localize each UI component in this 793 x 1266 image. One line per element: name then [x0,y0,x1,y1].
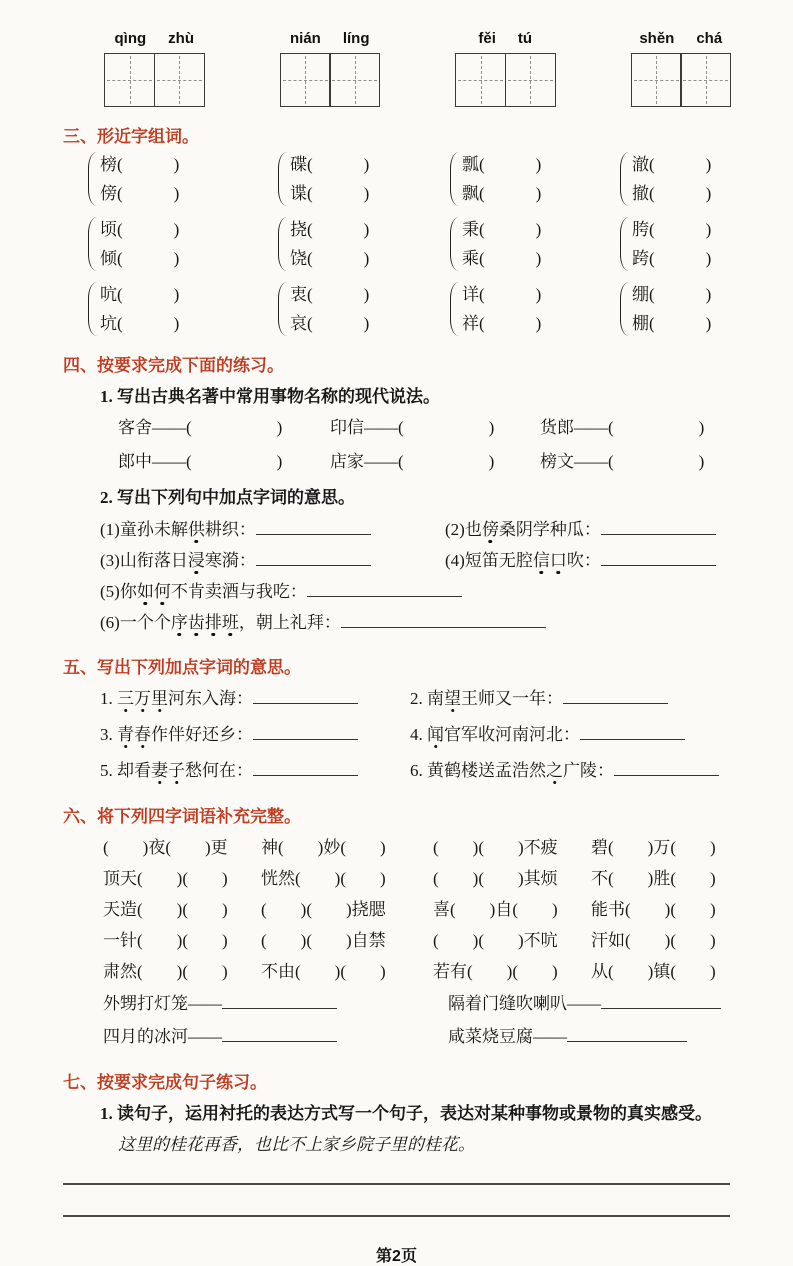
pair-line[interactable]: 谍( ) [290,184,370,203]
near-character-pair [450,152,620,206]
writing-cell[interactable] [280,53,331,107]
brace-icon [620,152,630,206]
writing-cell[interactable] [329,53,380,107]
pair-line[interactable]: 棚( ) [632,314,712,333]
riddle-text: 外甥打灯笼—— [103,994,222,1013]
idiom-item[interactable]: 若有( )( ) [433,962,558,981]
section4-q2-row4 [100,607,793,638]
pinyin-label [478,30,532,47]
text-segment: 1. [100,689,117,708]
sentence-item [445,545,793,576]
section3-pairs [88,152,793,336]
emphasized-character: 如 [136,582,154,601]
idiom-row [103,925,793,956]
idiom-item[interactable]: ( )( )挠腮 [261,900,386,919]
term-item[interactable]: 印信——( ) [330,418,495,437]
section4-q2-row1 [100,514,793,545]
term-item[interactable]: 货郎——( ) [540,418,705,437]
pair-line[interactable]: 碟( ) [290,155,370,174]
sentence-item [100,514,445,545]
text-segment: (1)童孙未解 [100,520,188,539]
near-character-pair [88,217,278,271]
pair-line[interactable]: 飘( ) [462,184,542,203]
pinyin-syllable: qìng [114,30,147,47]
emphasized-character: 齿 [187,613,205,632]
idiom-row [103,894,793,925]
term-item[interactable]: 店家——( ) [330,452,495,471]
writing-cell[interactable] [455,53,506,107]
answer-blank[interactable] [341,614,546,628]
near-character-pair [278,152,450,206]
brace-icon [278,217,288,271]
text-segment: (6)一个个 [100,613,171,632]
riddle-row [103,987,793,1020]
emphasized-character: 浸 [187,551,205,570]
text-segment: 4. [410,725,427,744]
idiom-row [103,956,793,987]
sentence-item [100,545,445,576]
riddle-text: 咸菜烧豆腐—— [448,1027,567,1046]
writing-grid[interactable] [631,53,732,107]
emphasized-character: 何 [153,582,171,601]
emphasized-character: 里 [151,689,168,708]
brace-icon [88,217,98,271]
text-segment: (4)短笛无腔 [445,551,533,570]
pair-line[interactable]: 撤( ) [632,184,712,203]
sentence-item [410,719,793,751]
pair-line[interactable]: 倾( ) [100,249,180,268]
text-segment: 不肯卖酒与我吃： [170,582,307,601]
idiom-item[interactable]: 神( )妙( ) [261,838,386,857]
text-segment: 作伴好还乡： [151,725,253,744]
pair-line[interactable]: 祥( ) [462,314,542,333]
near-character-pair [88,152,278,206]
answer-blank[interactable] [580,726,685,740]
section5-items [100,683,793,787]
section4-q1-terms [118,413,793,477]
section7-heading: 七、按要求完成句子练习。 [63,1073,267,1092]
writing-cell[interactable] [631,53,682,107]
idiom-item[interactable]: 不( )胜( ) [591,869,716,888]
idiom-item[interactable]: 天造( )( ) [103,900,228,919]
pair-line[interactable]: 挠( ) [290,220,370,239]
sentence-item [100,582,462,601]
idiom-item[interactable]: ( )( )自禁 [261,931,386,950]
brace-icon [450,282,460,336]
sentence-item [445,514,793,545]
near-character-pair [620,217,793,271]
riddle-text: 四月的冰河—— [103,1027,222,1046]
section5-heading: 五、写出下列加点字词的意思。 [63,658,301,677]
text-segment: 2. 南 [410,689,444,708]
text-segment: 官军收河南河北： [444,725,580,744]
emphasized-character: 三 [117,689,134,708]
section7-q1-prompt: 1. 读句子，运用衬托的表达方式写一个句子，表达对某种事物或景物的真实感受。 [100,1104,712,1123]
near-character-pair [450,282,620,336]
term-item[interactable]: 榜文——( ) [540,452,705,471]
writing-grid[interactable] [455,53,556,107]
pinyin-label [115,30,194,47]
answer-blank[interactable] [601,521,716,535]
near-character-pair [450,217,620,271]
emphasized-character: 闻 [427,725,444,744]
emphasized-character: 傍 [481,520,499,539]
text-segment: 5. 却看 [100,761,151,780]
answer-blank[interactable] [253,726,358,740]
pinyin-syllable: nián [289,30,321,47]
answer-blank[interactable] [601,995,721,1009]
pair-line[interactable]: 胯( ) [632,220,712,239]
idiom-item[interactable]: ( )( )不吭 [433,931,558,950]
answer-blank[interactable] [567,1028,687,1042]
idiom-item[interactable]: 恍然( )( ) [261,869,386,888]
pinyin-syllable: fěi [478,30,496,47]
section4-q2-row2 [100,545,793,576]
answer-blank[interactable] [563,690,668,704]
writing-cell[interactable] [154,53,205,107]
answer-line[interactable] [63,1183,730,1185]
idiom-item[interactable]: 从( )镇( ) [591,962,716,981]
idiom-item[interactable]: 能书( )( ) [591,900,716,919]
idiom-item[interactable]: 碧( )万( ) [591,838,716,857]
section4-heading: 四、按要求完成下面的练习。 [63,356,284,375]
idiom-row [103,832,793,863]
answer-blank[interactable] [222,1028,337,1042]
idiom-item[interactable]: 喜( )自( ) [433,900,558,919]
pinyin-syllable: tú [517,30,533,47]
pinyin-syllable: líng [342,30,370,47]
emphasized-character: 序 [170,613,188,632]
emphasized-character: 口 [549,551,567,570]
brace-icon [278,152,288,206]
writing-cell[interactable] [104,53,155,107]
riddle-text: 隔着门缝吹喇叭—— [448,994,601,1013]
idiom-item[interactable]: ( )夜( )更 [103,838,228,857]
idiom-item[interactable]: 一针( )( ) [103,931,228,950]
pair-line[interactable]: 哀( ) [290,314,370,333]
pair-line[interactable]: 详( ) [462,285,542,304]
answer-blank[interactable] [253,690,358,704]
pair-line[interactable]: 饶( ) [290,249,370,268]
pair-line[interactable]: 乘( ) [462,249,542,268]
pinyin-writing-section [104,30,731,107]
section4-q2-prompt: 2. 写出下列句中加点字词的意思。 [100,488,355,507]
pair-line[interactable]: 衷( ) [290,285,370,304]
pair-line[interactable]: 坑( ) [100,314,180,333]
sentence-item [100,613,546,632]
answer-blank[interactable] [256,521,371,535]
sentence-item [100,683,410,715]
emphasized-character: 青 [117,725,134,744]
section6-heading: 六、将下列四字词语补充完整。 [63,807,301,826]
riddle-item [103,1020,448,1053]
sentence-item [410,683,793,715]
idiom-item[interactable]: ( )( )其烦 [433,869,558,888]
writing-grid[interactable] [280,53,381,107]
emphasized-character: 之 [546,761,563,780]
riddle-item [448,1020,793,1053]
idiom-item[interactable]: ( )( )不疲 [433,838,558,857]
emphasized-character: 供 [187,520,205,539]
emphasized-character: 班 [221,613,239,632]
riddle-item [103,987,448,1020]
pair-line[interactable]: 澈( ) [632,155,712,174]
idiom-item[interactable]: 汗如( )( ) [591,931,716,950]
section4-q1-prompt: 1. 写出古典名著中常用事物名称的现代说法。 [100,387,440,406]
text-segment: ，朝上礼拜： [238,613,341,632]
answer-line[interactable] [63,1215,730,1217]
pair-line[interactable]: 榜( ) [100,155,180,174]
text-segment: (5)你 [100,582,137,601]
pair-line[interactable]: 瓢( ) [462,155,542,174]
answer-blank[interactable] [222,995,337,1009]
text-segment: 河东入海： [168,689,253,708]
text-segment: 吹： [566,551,601,570]
pair-line[interactable]: 跨( ) [632,249,712,268]
emphasized-character: 春 [134,725,151,744]
riddle-item [448,987,793,1020]
term-item[interactable]: 郎中——( ) [118,452,283,471]
term-item[interactable]: 客舍——( ) [118,418,283,437]
pinyin-syllable: chá [696,30,723,47]
sentence-item [100,755,410,787]
pinyin-syllable: zhù [168,30,194,47]
emphasized-character: 子 [168,761,185,780]
near-character-pair [620,282,793,336]
text-segment: (2)也 [445,520,482,539]
answer-blank[interactable] [614,762,719,776]
idiom-item[interactable]: 肃然( )( ) [103,962,228,981]
near-character-pair [88,282,278,336]
idiom-item[interactable]: 不由( )( ) [261,962,386,981]
pair-line[interactable]: 绷( ) [632,285,712,304]
example-sentence: 这里的桂花再香，也比不上家乡院子里的桂花。 [118,1135,475,1154]
answer-blank[interactable] [256,552,371,566]
text-segment: 6. 黄鹤楼送孟浩然 [410,761,546,780]
section3-heading: 三、形近字组词。 [63,127,199,146]
emphasized-character: 望 [444,689,461,708]
brace-icon [88,152,98,206]
near-character-pair [620,152,793,206]
page-number: 第2页 [376,1248,417,1265]
brace-icon [88,282,98,336]
near-character-pair [278,282,450,336]
near-character-pair [278,217,450,271]
text-segment: (3)山衔落日 [100,551,188,570]
pair-line[interactable]: 秉( ) [462,220,542,239]
emphasized-character: 信 [532,551,550,570]
writing-grid[interactable] [104,53,205,107]
pinyin-syllable: shěn [639,30,675,47]
answer-blank[interactable] [601,552,716,566]
answer-blank[interactable] [307,583,462,597]
emphasized-character: 排 [204,613,222,632]
sentence-item [410,755,793,787]
brace-icon [620,217,630,271]
pair-line[interactable]: 吭( ) [100,285,180,304]
brace-icon [450,152,460,206]
pinyin-group-nianling [280,30,381,107]
pinyin-group-qingzhu [104,30,205,107]
answer-blank[interactable] [253,762,358,776]
text-segment: 桑阴学种瓜： [498,520,601,539]
writing-cell[interactable] [680,53,731,107]
brace-icon [450,217,460,271]
text-segment: 王师又一年： [461,689,563,708]
idiom-item[interactable]: 顶天( )( ) [103,869,228,888]
emphasized-character: 妻 [151,761,168,780]
pair-line[interactable]: 顷( ) [100,220,180,239]
text-segment: 广陵： [563,761,614,780]
sentence-item [100,719,410,751]
section4-q2-row3 [100,576,793,607]
riddle-row [103,1020,793,1053]
pinyin-group-feitu [455,30,556,107]
pinyin-label [639,30,722,47]
text-segment: 耕织： [204,520,256,539]
pair-line[interactable]: 傍( ) [100,184,180,203]
text-segment: 3. [100,725,117,744]
brace-icon [620,282,630,336]
pinyin-label [290,30,370,47]
text-segment: 寒漪： [204,551,256,570]
text-segment: 愁何在： [185,761,253,780]
brace-icon [278,282,288,336]
pinyin-group-shencha [631,30,732,107]
writing-cell[interactable] [505,53,556,107]
idiom-row [103,863,793,894]
emphasized-character: 万 [134,689,151,708]
